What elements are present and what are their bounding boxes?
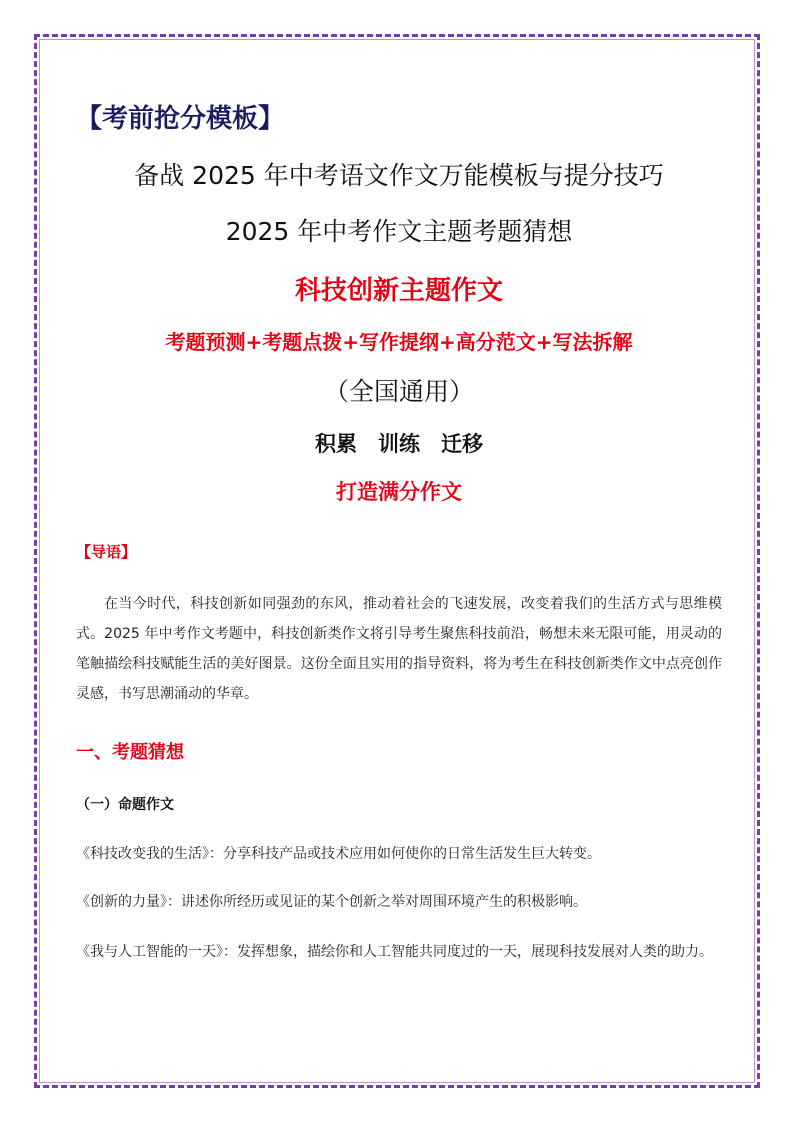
- intro-heading: 【导语】: [76, 543, 137, 561]
- title-line-2: 2025 年中考作文主题考题猜想: [225, 217, 573, 246]
- list-item: 《科技改变我的生活》：分享科技产品或技术应用如何使你的日常生活发生巨大转变。: [76, 846, 601, 862]
- list-item: 《创新的力量》：讲述你所经历或见证的某个创新之举对周围环境产生的积极影响。: [76, 894, 587, 910]
- list-item: 《我与人工智能的一天》：发挥想象，描绘你和人工智能共同度过的一天，展现科技发展对人类的助力。: [76, 944, 713, 960]
- page-border: [34, 34, 760, 1088]
- template-tag: 【考前抢分模板】: [76, 104, 285, 134]
- theme-title: 科技创新主题作文: [294, 276, 503, 306]
- sub-heading-proposition: （一）命题作文: [76, 797, 174, 813]
- intro-paragraph: 在当今时代，科技创新如同强劲的东风，推动着社会的飞速发展，改变着我们的生活方式与思维模式。2025 年中考作文考题中，科技创新类作文将引导考生聚焦科技前沿，畅想未来无限可能，用灵动的笔触描绘科技赋能生活的美好图景。这份全面且实用的指导资料，将为考生在科技创新类作文中点亮创作灵感，书写思潮涌动的华章。: [76, 596, 722, 702]
- parts-subtitle: 考题预测+考题点拨+写作提纲+高分范文+写法拆解: [165, 330, 633, 354]
- section-heading-guess: 一、考题猜想: [76, 742, 184, 763]
- scope-label: （全国通用）: [323, 377, 474, 406]
- slogan-line: 打造满分作文: [336, 480, 462, 504]
- title-line-1: 备战 2025 年中考语文作文万能模板与提分技巧: [134, 161, 664, 190]
- keywords-line: 积累 训练 迁移: [315, 432, 483, 456]
